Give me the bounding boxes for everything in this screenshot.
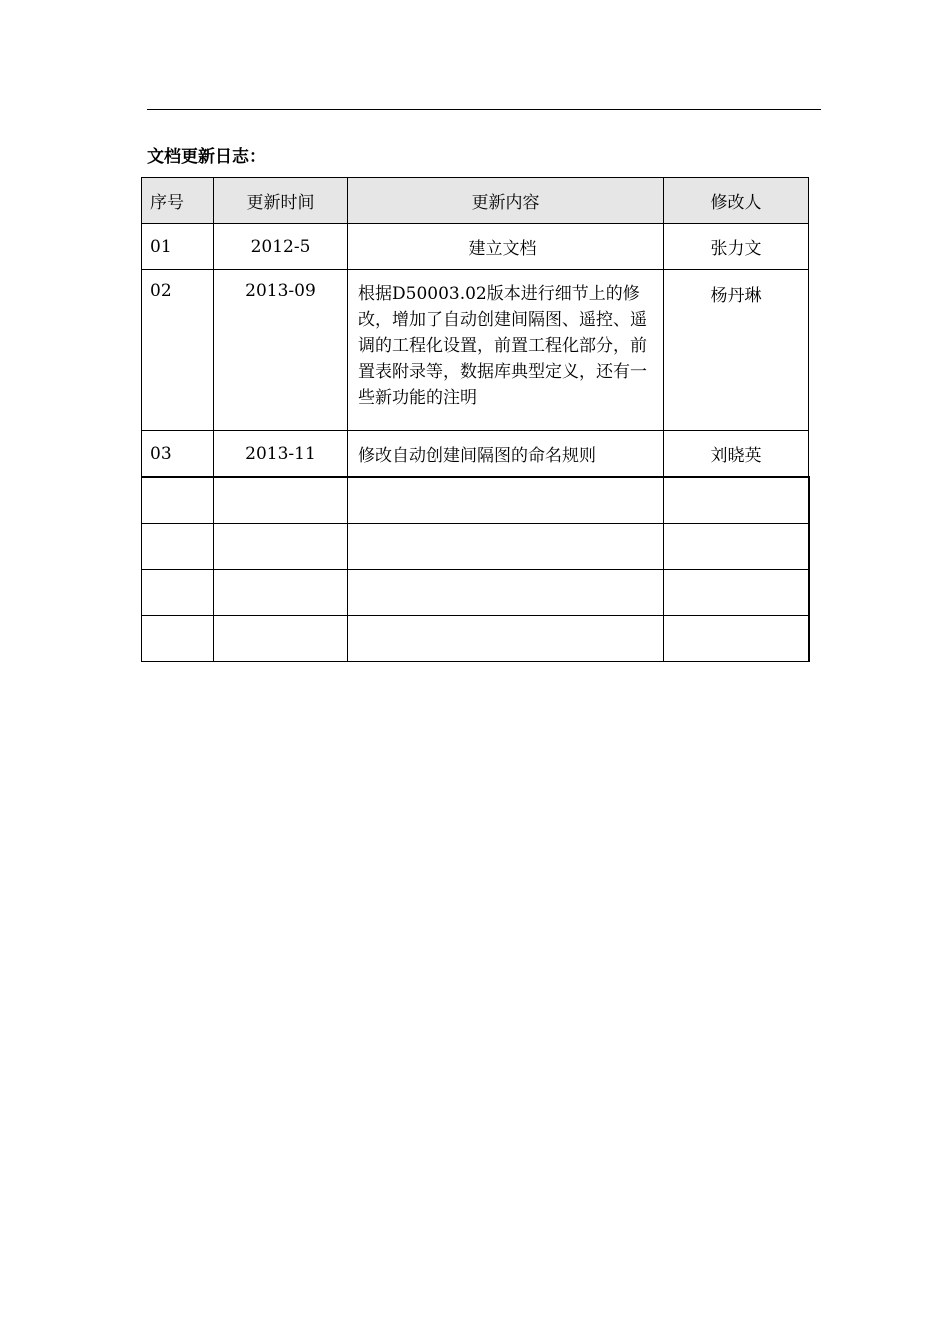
empty-table-row (142, 570, 809, 616)
empty-cell (348, 524, 664, 570)
table-header-row (142, 178, 809, 224)
row-content: 建立文档 (348, 224, 664, 270)
empty-cell (664, 616, 809, 662)
row-seq: 01 (142, 224, 214, 270)
row-author: 杨丹琳 (664, 270, 809, 431)
empty-table-row (142, 524, 809, 570)
empty-cell (348, 570, 664, 616)
row-author: 刘晓英 (664, 431, 809, 478)
empty-cell (214, 616, 348, 662)
empty-cell (664, 570, 809, 616)
row-seq: 03 (142, 431, 214, 478)
table-row (142, 431, 809, 478)
row-content: 修改自动创建间隔图的命名规则 (348, 431, 664, 478)
empty-cell (142, 616, 214, 662)
row-time: 2012-5 (214, 224, 348, 270)
empty-cell (142, 570, 214, 616)
empty-cell (142, 477, 214, 524)
empty-table-row (142, 477, 809, 524)
header-rule (147, 109, 821, 110)
row-seq: 02 (142, 270, 214, 431)
row-content: 根据D50003.02版本进行细节上的修改，增加了自动创建间隔图、遥控、遥调的工程化设置，前置工程化部分，前置表附录等，数据库典型定义，还有一些新功能的注明 (348, 270, 664, 431)
header-content: 更新内容 (348, 178, 664, 224)
header-seq: 序号 (142, 178, 214, 224)
empty-cell (214, 524, 348, 570)
row-time: 2013-09 (214, 270, 348, 431)
empty-cell (664, 524, 809, 570)
empty-cell (348, 477, 664, 524)
empty-cell (214, 477, 348, 524)
empty-cell (348, 616, 664, 662)
update-log-table (141, 177, 810, 662)
section-title: 文档更新日志： (147, 147, 266, 167)
empty-cell (214, 570, 348, 616)
empty-cell (142, 524, 214, 570)
empty-table-row (142, 616, 809, 662)
empty-cell (664, 477, 809, 524)
table-row (142, 224, 809, 270)
header-author: 修改人 (664, 178, 809, 224)
header-time: 更新时间 (214, 178, 348, 224)
table-row (142, 270, 809, 431)
row-author: 张力文 (664, 224, 809, 270)
row-time: 2013-11 (214, 431, 348, 478)
